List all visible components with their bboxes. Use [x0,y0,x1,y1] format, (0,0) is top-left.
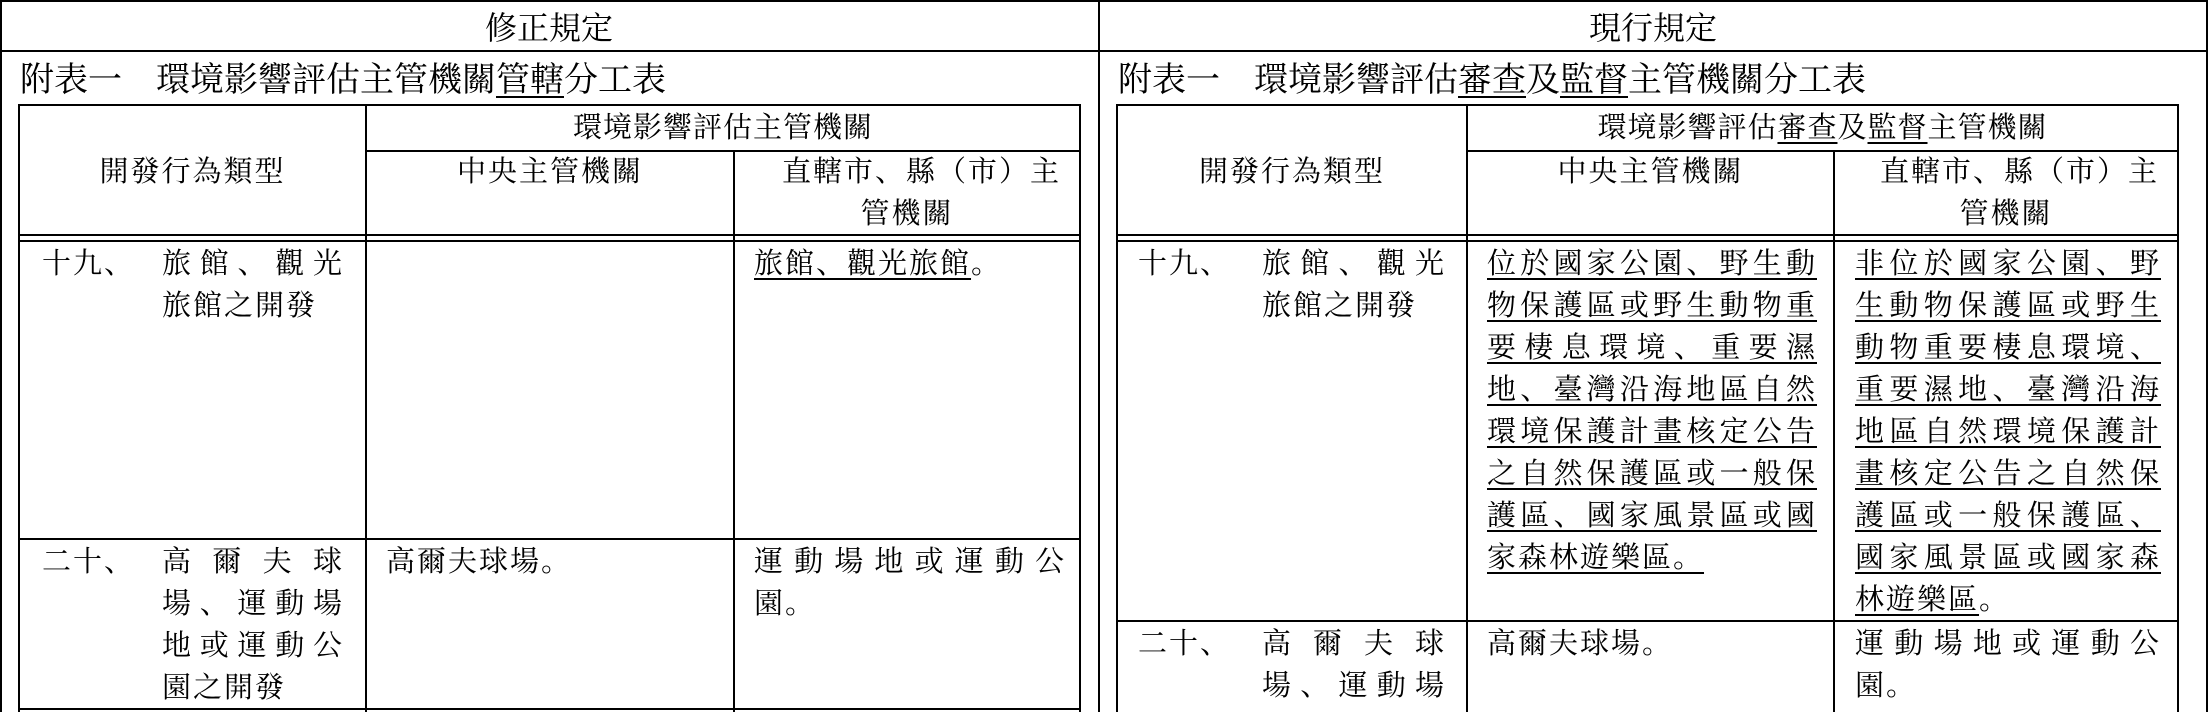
right-row19-local-segment: 畫核定公告之自然保 [1855,456,2161,490]
right-row19-central-line [1487,242,1817,284]
right-row20-local-line [1855,622,2161,664]
right-header: 現行規定 [1588,9,1717,47]
right-col-local-header-line1: 直轄市、縣（市）主 [1879,154,2159,188]
right-row19-local-line [1855,452,2161,494]
left-col-central-header: 中央主管機關 [456,154,643,188]
right-row19-local-line [1855,410,2161,452]
right-row19-central-segment: 物保護區或野生動物重 [1487,288,1817,322]
right-row19-central-line [1487,536,1817,578]
right-row19-local-line [1855,368,2161,410]
right-table-title [1118,52,1866,108]
right-group-header-segment: 主管機關 [1927,110,2048,144]
right-title-segment: 主管機關分工表 [1628,60,1866,100]
right-title-segment: 審查 [1458,60,1526,100]
left-group-header: 環境影響評估主管機關 [572,110,873,144]
left-row19-num: 十九、 [42,246,136,280]
right-row20-type [1262,622,1446,706]
right-row19-central-line [1487,452,1817,494]
right-row19-central-line [1487,410,1817,452]
right-row20-local-segment: 運動場地或運動公 [1855,626,2161,660]
right-row19-local-line [1855,578,2161,620]
right-group-header-segment: 及 [1837,110,1868,144]
right-row20-type-line2: 場、運動場 [1262,668,1446,702]
right-row20-central [1487,622,1817,664]
right-title-segment: 附表一 環境影響評估 [1118,60,1458,100]
right-row19-central-line [1487,494,1817,536]
right-row19-local-segment: 生動物保護區或野生 [1855,288,2161,322]
left-row20-local-line [754,540,1066,582]
left-row19-local-segment: 。 [971,246,1003,280]
right-row19-local-segment: 動物重要棲息環境、 [1855,330,2161,364]
right-row19-num: 十九、 [1138,246,1232,280]
left-title-segment: 管轄 [496,60,564,100]
right-row19-local-segment: 重要濕地、臺灣沿海 [1855,372,2161,406]
right-row19-local-segment: 地區自然環境保護計 [1855,414,2161,448]
left-row19-type [162,242,344,326]
left-col-type-header: 開發行為類型 [99,154,286,188]
left-row20-type-line3: 地或運動公 [162,628,344,662]
left-title-segment: 附表一 環境影響評估主管機關 [20,60,496,100]
right-row20-local-segment: 園。 [1855,668,1918,702]
right-group-header-segment: 環境影響評估 [1597,110,1778,144]
right-row19-central-segment: 環境保護計畫核定公告 [1487,414,1817,448]
left-row20-type-line2: 場、運動場 [162,586,344,620]
left-col-local-header-line2: 管機關 [860,196,954,230]
left-row20-central-line [386,540,716,582]
left-row19-local [754,242,1066,284]
right-row19-type-line1: 旅館、觀光 [1262,246,1446,280]
right-row20-central-segment: 高爾夫球場。 [1487,626,1674,660]
right-row19-central [1487,242,1817,578]
left-row20-num: 二十、 [42,544,136,578]
left-row19-type-line1: 旅館、觀光 [162,246,344,280]
left-row20-central [386,540,716,582]
left-title-segment: 分工表 [564,60,666,100]
right-row19-central-line [1487,284,1817,326]
left-row20-local-line [754,582,1066,624]
left-row20-type [162,540,344,708]
right-row19-local-segment: 林遊樂區 [1855,582,1980,616]
left-col-local-header-line1: 直轄市、縣（市）主 [781,154,1061,188]
right-row19-local-line [1855,536,2161,578]
right-row20-local [1855,622,2161,706]
right-row20-type-line1: 高爾夫球 [1262,626,1446,660]
right-group-header-segment: 監督 [1867,110,1928,144]
left-row20-local-segment: 園。 [754,586,817,620]
right-row19-local-segment: 。 [1979,582,2011,616]
right-row19-local-line [1855,242,2161,284]
right-row19-local-line [1855,494,2161,536]
right-row19-central-segment: 位於國家公園、野生動 [1487,246,1817,280]
left-table-title [20,52,666,108]
right-title-segment: 監督 [1560,60,1628,100]
right-row20-local-line [1855,664,2161,706]
right-row19-local-segment: 國家風景區或國家森 [1855,540,2161,574]
right-group-header-segment: 審查 [1777,110,1838,144]
left-row20-local-segment: 運動場地或運動公 [754,544,1066,578]
left-row20-central-segment: 高爾夫球場。 [386,544,573,578]
right-row19-central-segment: 家森林遊樂區。 [1487,540,1705,574]
right-col-type-header: 開發行為類型 [1198,154,1385,188]
right-row19-central-segment: 護區、國家風景區或國 [1487,498,1817,532]
right-col-local-header [1835,150,2177,234]
right-row19-central-line [1487,368,1817,410]
right-row19-central-segment: 之自然保護區或一般保 [1487,456,1817,490]
right-row19-local-segment: 非位於國家公園、野 [1855,246,2161,280]
right-row20-central-line [1487,622,1817,664]
right-title-segment: 及 [1526,60,1560,100]
right-row19-central-line [1487,326,1817,368]
right-group-header [1468,104,2177,150]
left-row19-local-line [754,242,1066,284]
left-row20-type-line4: 園之開發 [162,670,287,704]
right-row19-type [1262,242,1446,326]
left-header: 修正規定 [484,9,613,47]
left-row19-local-segment: 旅館、觀光旅館 [754,246,972,280]
right-row19-type-line2: 旅館之開發 [1262,288,1418,322]
left-col-local-header [735,150,1079,234]
left-row20-type-line1: 高爾夫球 [162,544,344,578]
right-row19-central-segment: 地、臺灣沿海地區自然 [1487,372,1817,406]
left-row20-local [754,540,1066,624]
right-row19-local-segment: 護區或一般保護區、 [1855,498,2161,532]
right-row19-central-segment: 要棲息環境、重要濕 [1487,330,1817,364]
right-row19-local-line [1855,326,2161,368]
right-row19-local-line [1855,284,2161,326]
right-row20-num: 二十、 [1138,626,1232,660]
right-col-local-header-line2: 管機關 [1959,196,2053,230]
right-row19-local [1855,242,2161,620]
right-col-central-header: 中央主管機關 [1557,154,1744,188]
left-row19-type-line2: 旅館之開發 [162,288,318,322]
